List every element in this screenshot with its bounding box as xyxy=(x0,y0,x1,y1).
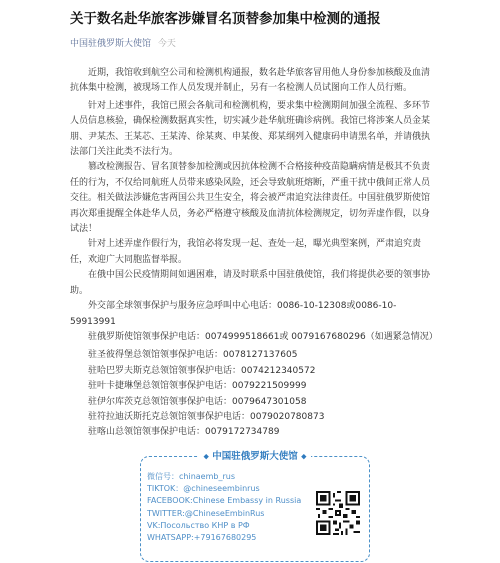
contact-list xyxy=(147,471,307,544)
paragraph-warning: 篡改检测报告、冒名顶替参加检测或因抗体检测不合格接种疫苗隐瞒病情是极其不负责任的行为，不仅给同航班人员带来感染风险，还会导致航班熔断，严重干扰中俄间正常人员交往。相关做法涉嫌危害两国公共卫生安全，将会被严肃追究法律责任。中国驻俄罗斯使馆再次郑重提醒全体赴华人员，务必严格遵守核酸及血清抗体检测规定，切勿弄虚作假，以身试法！ xyxy=(70,162,431,235)
article-meta xyxy=(70,38,176,50)
consulate-phone-list xyxy=(70,348,438,440)
consulate-phone-item: 驻哈巴罗夫斯克总领馆领事保护电话：0074212340572 xyxy=(88,365,316,376)
consulate-phone-item: 驻喀山总领馆领事保护电话：0079172734789 xyxy=(88,427,280,438)
article-body xyxy=(70,66,438,441)
contact-wechat: 微信号：chinaemb_rus xyxy=(147,472,235,481)
paragraph-intro: 近期，我馆收到航空公司和检测机构通报，数名赴华旅客冒用他人身份参加核酸及血清抗体集中检测，被现场工作人员发现并制止，另有一名检测人员试图向工作人员行贿。 xyxy=(70,68,431,94)
account-name-link[interactable]: 中国驻俄罗斯大使馆 xyxy=(70,39,152,49)
consulate-phone-item: 驻圣彼得堡总领馆领事保护电话：0078127137605 xyxy=(88,350,298,361)
contact-card-title: 中国驻俄罗斯大使馆 xyxy=(212,450,298,462)
bullet-icon: ◆ xyxy=(203,452,209,460)
consulate-phone-item: 驻叶卡捷琳堡总领馆领事保护电话：0079221509999 xyxy=(88,381,307,392)
consulate-phone-item: 驻符拉迪沃斯托克总领馆领事保护电话：0079020780873 xyxy=(88,411,325,422)
qr-code-icon[interactable] xyxy=(316,491,360,535)
publish-date: 今天 xyxy=(157,39,176,49)
contact-twitter: TWITTER:@ChineseEmbinRus xyxy=(147,508,265,518)
paragraph-hotline: 外交部全球领事保护与服务应急呼叫中心电话：0086-10-12308或0086-10-59913991 xyxy=(70,301,397,327)
paragraph-assistance: 在俄中国公民疫情期间如遇困难，请及时联系中国驻俄使馆，我们将提供必要的领事协助。 xyxy=(70,270,431,296)
contact-tiktok: TIKTOK：@chineseembinrus xyxy=(147,484,260,494)
consulate-phone-item: 驻伊尔库茨克总领馆领事保护电话：0079647301058 xyxy=(88,396,307,407)
paragraph-enforcement: 针对上述弄虚作假行为，我馆必将发现一起、查处一起，曝光典型案例，严肃追究责任，欢迎广大同胞监督举报。 xyxy=(70,239,422,265)
paragraph-measures: 针对上述事件，我馆已照会各航司和检测机构，要求集中检测期间加强全流程、多环节人员信息核验，确保检测数据真实性，切实减少赴华航班确诊病例。我馆已将涉案人员金某朋、尹某杰、王某芯、王某涛、徐某爽、申某俊、郑某纲列入健康码申请黑名单，并请俄执法部门关注此类不法行为。 xyxy=(70,100,431,158)
bullet-icon: ◆ xyxy=(301,452,307,460)
paragraph-embassy-phone: 驻俄罗斯使馆领事保护电话：0074999518661或 0079167680296（如遇紧急情况） xyxy=(88,331,438,342)
contact-card-header xyxy=(141,449,369,464)
contact-vk: VK:Посольство КНР в РФ xyxy=(147,520,250,530)
contact-whatsapp: WHATSAPP:+79167680295 xyxy=(147,533,257,543)
contact-card xyxy=(140,450,370,562)
article-title: 关于数名赴华旅客涉嫌冒名顶替参加集中检测的通报 xyxy=(70,11,381,27)
contact-facebook: FACEBOOK:Chinese Embassy in Russia xyxy=(147,496,302,506)
